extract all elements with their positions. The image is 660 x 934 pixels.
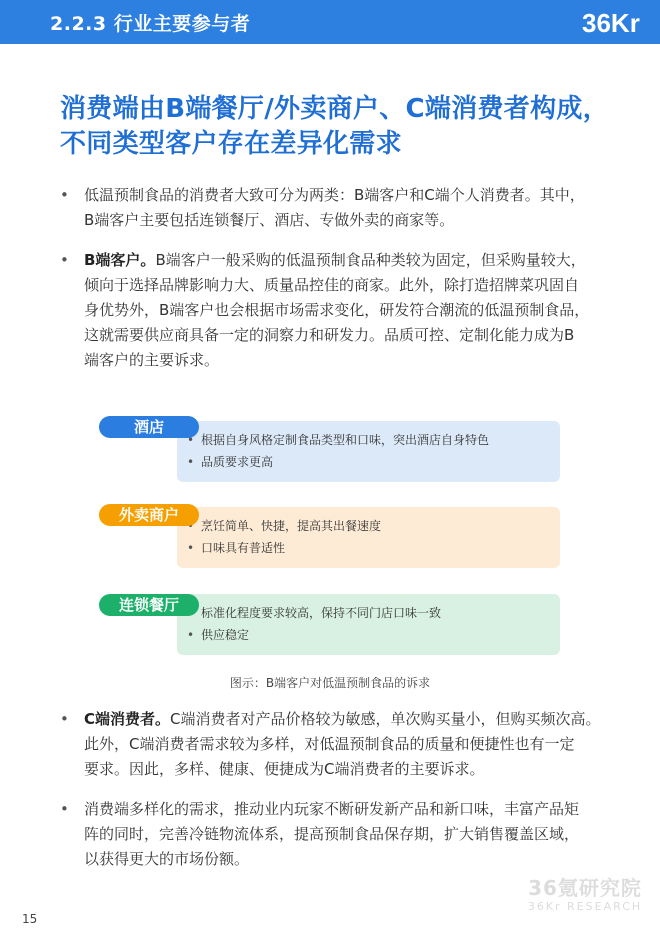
bullet-dot: • [60, 251, 69, 269]
bullet-bold-lead: B端客户。 [84, 251, 156, 269]
card-item: • 标准化程度要求较高，保持不同门店口味一致 [187, 602, 560, 624]
watermark-sub: 36Kr RESEARCH [527, 900, 643, 913]
watermark-main: 36氪研究院 [528, 876, 642, 900]
bullet-line: 消费端多样化的需求，推动业内玩家不断研发新产品和新口味，丰富产品矩 [84, 800, 580, 818]
headline-line-2: 不同类型客户存在差异化需求 [60, 129, 402, 159]
card-item: • 根据自身风格定制食品类型和口味，突出酒店自身特色 [187, 429, 560, 451]
card-hotel-list [177, 421, 560, 473]
card-item: • 供应稳定 [187, 624, 560, 646]
bullet-line: B端客户一般采购的低温预制食品种类较为固定，但采购量较大， [155, 251, 586, 269]
diagram-caption: 图示：B端客户对低温预制食品的诉求 [229, 676, 431, 690]
bullet-bold-lead: C端消费者。 [84, 710, 171, 728]
bullet-line: 倾向于选择品牌影响力大、质量品控佳的商家。此外，除打造招牌菜巩固自 [84, 276, 580, 294]
card-item: • 品质要求更高 [187, 451, 560, 473]
bullet-line: 低温预制食品的消费者大致可分为两类：B端客户和C端个人消费者。其中， [84, 186, 585, 204]
page-headline [60, 92, 640, 162]
pill-chain-restaurant: 连锁餐厅 [99, 594, 199, 616]
bullet-line: 身优势外，B端客户也会根据市场需求变化，研发符合潮流的低温预制食品， [84, 301, 590, 319]
logo-text: 36Kr [582, 8, 640, 38]
section-title: 2.2.3 行业主要参与者 [50, 13, 251, 35]
bullet-line: 以获得更大的市场份额。 [84, 850, 250, 868]
bullet-dot: • [60, 800, 69, 818]
bullet-line: 端客户的主要诉求。 [84, 351, 220, 369]
bullet-market-summary [60, 797, 620, 872]
bullet-line: 此外，C端消费者需求较为多样，对低温预制食品的质量和便捷性也有一定 [84, 735, 575, 753]
card-chain-list [177, 594, 560, 646]
header-bar [0, 0, 660, 44]
card-takeout [177, 507, 560, 568]
bullet-line: B端客户主要包括连锁餐厅、酒店、专做外卖的商家等。 [84, 211, 455, 229]
card-item: • 烹饪简单、快捷，提高其出餐速度 [187, 515, 560, 537]
bullet-dot: • [60, 186, 69, 204]
page-number: 15 [22, 912, 38, 926]
card-takeout-list [177, 507, 560, 559]
pill-takeout: 外卖商户 [99, 504, 199, 526]
headline-line-1: 消费端由B端餐厅/外卖商户、C端消费者构成， [60, 94, 609, 124]
bullet-line: 阵的同时，完善冷链物流体系，提高预制食品保存期，扩大销售覆盖区域， [84, 825, 580, 843]
card-hotel [177, 421, 560, 482]
bullet-c-consumers [60, 707, 620, 782]
bullet-dot: • [60, 710, 69, 728]
36kr-logo [564, 0, 660, 44]
watermark [520, 876, 650, 914]
bullet-line: 这就需要供应商具备一定的洞察力和研发力。品质可控、定制化能力成为B [84, 326, 575, 344]
bullet-overview [60, 183, 620, 233]
card-chain-restaurant [177, 594, 560, 655]
bullet-line: C端消费者对产品价格较为敏感，单次购买量小，但购买频次高。 [170, 710, 601, 728]
card-item: • 口味具有普适性 [187, 537, 560, 559]
bullet-line: 要求。因此，多样、健康、便捷成为C端消费者的主要诉求。 [84, 760, 485, 778]
pill-hotel: 酒店 [99, 416, 199, 438]
bullet-b-clients [60, 248, 620, 373]
